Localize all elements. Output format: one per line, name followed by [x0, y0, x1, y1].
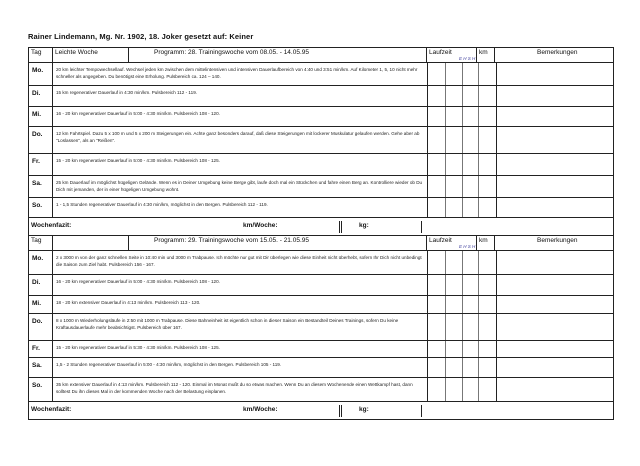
workout-text: 16 - 20 km regenerativer Dauerlauf in 5:00 - 4:30 min/km. Pulsbereich 108 - 120. — [56, 111, 220, 116]
day-label: Do. — [29, 314, 53, 340]
workout-text: 8 x 1000 m Wiederholungsläufe in 2:50 mit 1000 m Trabpause. Diese Bahneinheit ist eigentlich schon in dieser Saison ein Bestandteil Deines Trainings, sofern Du keine Kraftausdauerlaufe mehr beabsichtigst. Pulsbereich über 167. — [56, 318, 399, 330]
workout-text: 15 - 20 km regenerativer Dauerlauf in 5:00 - 4:30 min/km. Pulsbereich 108 - 125. — [56, 158, 220, 163]
workout-text: 35 km extensiver Dauerlauf in 4:13 min/km. Pulsbereich 112 - 120. Einmal im Monat mußt du so etwas machen. Wenn Du an diesem Wochenende einen Wettkampf hast, dann solltest Du ihn dieses Mal in der kommenden Woche nach der Belastung einplanen. — [56, 382, 413, 394]
day-label: Mi. — [29, 107, 53, 126]
workout-text: 12 km Fahrtspiel. Dazu 5 x 100 m und 5 x 200 m Steigerungen ein. Achte ganz besonders darauf, daß diese Steigerungen mit lockerer Muskulatur gelaufen werden. Gehe aber ab "Loslassen", als an "Reißen". — [56, 131, 420, 143]
laufzeit-cell[interactable] — [427, 358, 497, 377]
table-header — [29, 48, 613, 63]
day-label: Fr. — [29, 341, 53, 357]
day-label: Sa. — [29, 176, 53, 197]
laufzeit-cell[interactable] — [427, 314, 497, 340]
workout-text: 20 km leichter Tempowechsellauf. Wechsel jeden km zwischen dem mittelintensiven und intensiven Dauerlaufbereich von 4:40 und 3:51 min/km. Auf Kilometer 1, 5, 10 nicht mehr schneller als angegeben. Du benötigst eine Erholung. Pulsbereich ca. 124 – 140. — [56, 67, 418, 79]
laufzeit-cell[interactable] — [427, 251, 497, 274]
program-title: Programm: 29. Trainingswoche vom 15.05. - 21.05.95 — [129, 236, 427, 250]
col-km: km — [477, 48, 495, 62]
wochenfazit-label: Wochenfazit: — [31, 222, 72, 229]
day-row — [29, 154, 613, 176]
col-km: km — [477, 236, 495, 250]
col-bemerkungen: Bemerkungen — [537, 237, 578, 244]
week-table — [28, 47, 614, 236]
week-label: Leichte Woche — [53, 48, 129, 62]
laufzeit-cell[interactable] — [427, 86, 497, 106]
workout-text: 18 - 20 km extensiver Dauerlauf in 4:13 min/km. Pulsbereich 113 - 120. — [56, 300, 201, 305]
col-bemerkungen: Bemerkungen — [537, 49, 578, 56]
day-row — [29, 296, 613, 314]
day-row — [29, 341, 613, 358]
col-tag: Tag — [29, 236, 53, 250]
week-footer — [29, 218, 613, 235]
day-label: Do. — [29, 127, 53, 153]
day-row — [29, 378, 613, 402]
day-row — [29, 107, 613, 127]
day-row — [29, 358, 613, 378]
laufzeit-cell[interactable] — [427, 63, 497, 85]
workout-text: 25 km Dauerlauf im möglichst hügeligen Gelände. Wenn es in Deiner Umgebung keine Berge gibt, laufe doch mal ein Stückchen und fahre einen Berg an. Kontrolliere wieder ob Du Dich mit jemanden, der in einer hügeligen Umgebung wohnt. — [56, 180, 423, 192]
intensity-subheader: E H S H — [459, 56, 476, 61]
week-footer — [29, 402, 613, 419]
day-row — [29, 198, 613, 218]
day-label: Mo. — [29, 251, 53, 274]
day-row — [29, 275, 613, 296]
program-title: Programm: 28. Trainingswoche vom 08.05. - 14.05.95 — [129, 48, 427, 62]
wochenfazit-label: Wochenfazit: — [31, 406, 72, 413]
col-laufzeit: Laufzeit — [427, 48, 477, 62]
workout-text: 15 - 20 km regenerativer Dauerlauf in 5:30 - 4:30 min/km. Pulsbereich 108 - 125. — [56, 345, 220, 350]
day-row — [29, 176, 613, 198]
day-label: Sa. — [29, 358, 53, 377]
workout-text: 1 - 1,5 Stunden regenerativer Dauerlauf in 4:30 min/km, möglichst in den Bergen. Pulsbereich 112 - 119. — [56, 202, 268, 207]
day-row — [29, 314, 613, 341]
kg-label: kg: — [359, 222, 369, 229]
day-label: Di. — [29, 86, 53, 106]
day-row — [29, 86, 613, 107]
week-label — [53, 236, 129, 250]
document-header: Rainer Lindemann, Mg. Nr. 1902, 18. Joker gesetzt auf: Keiner — [28, 32, 254, 41]
day-label: So. — [29, 198, 53, 217]
day-label: Mo. — [29, 63, 53, 85]
laufzeit-cell[interactable] — [427, 296, 497, 313]
col-laufzeit: Laufzeit — [427, 236, 477, 250]
workout-text: 1,5 - 2 Stunden regenerativer Dauerlauf in 5:00 - 4:30 min/km, möglichst in den Bergen. Pulsbereich 105 - 119. — [56, 362, 282, 367]
day-label: So. — [29, 378, 53, 401]
laufzeit-cell[interactable] — [427, 198, 497, 217]
workout-text: 2 x 3000 m von der ganz schnellen Seite in 10:40 min und 3000 m Trabpause. Ich möchte nur gut mit Dir überlegen wie diese Einheit nicht überhebt, sofern Ihr Dich nicht unbedingt die Saison zum Ziel habt. Pulsbereich 156 - 167. — [56, 255, 422, 267]
day-label: Mi. — [29, 296, 53, 313]
kmwoche-label: km/Woche: — [243, 222, 278, 229]
workout-text: 15 km regenerativer Dauerlauf in 4:30 min/km. Pulsbereich 112 - 119. — [56, 90, 198, 95]
laufzeit-cell[interactable] — [427, 378, 497, 401]
col-tag: Tag — [29, 48, 53, 62]
intensity-subheader: E H S H — [459, 244, 476, 249]
laufzeit-cell[interactable] — [427, 341, 497, 357]
day-label: Fr. — [29, 154, 53, 175]
day-row — [29, 63, 613, 86]
kg-label: kg: — [359, 406, 369, 413]
kmwoche-label: km/Woche: — [243, 406, 278, 413]
day-label: Di. — [29, 275, 53, 295]
laufzeit-cell[interactable] — [427, 107, 497, 126]
table-header — [29, 236, 613, 251]
laufzeit-cell[interactable] — [427, 127, 497, 153]
day-row — [29, 127, 613, 154]
day-row — [29, 251, 613, 275]
week-table — [28, 235, 614, 420]
workout-text: 16 - 20 km regenerativer Dauerlauf in 5:00 - 4:30 min/km. Pulsbereich 108 - 120. — [56, 279, 220, 284]
laufzeit-cell[interactable] — [427, 176, 497, 197]
laufzeit-cell[interactable] — [427, 154, 497, 175]
laufzeit-cell[interactable] — [427, 275, 497, 295]
